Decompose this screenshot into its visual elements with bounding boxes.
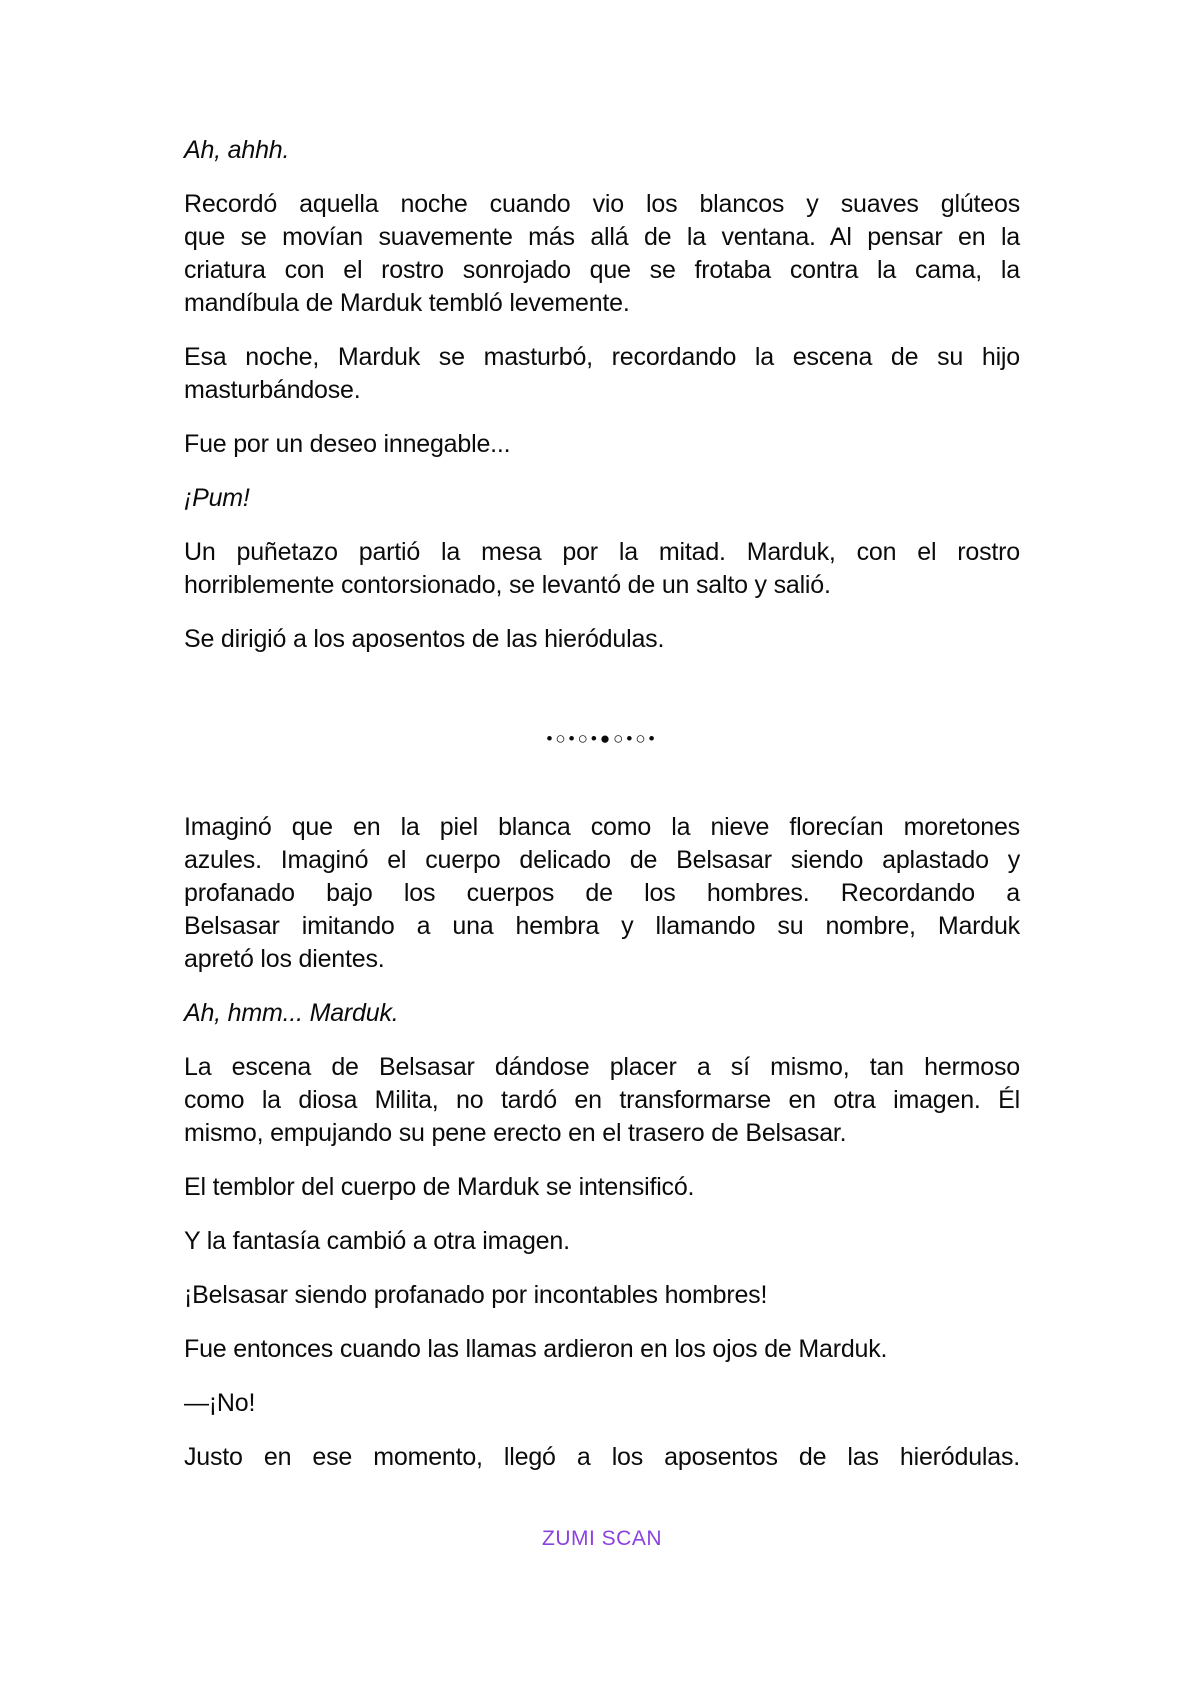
scan-group-watermark: ZUMI SCAN [542, 1527, 662, 1550]
text-line: mandíbula de Marduk tembló levemente. [184, 289, 630, 317]
text-line: ¡Belsasar siendo profanado por incontables hombres! [184, 1281, 768, 1309]
paragraph [184, 1333, 1020, 1366]
text-line: mismo, empujando su pene erecto en el trasero de Belsasar. [184, 1119, 847, 1147]
section-divider: •○•○•●○•○• [546, 729, 658, 748]
paragraph [184, 1051, 1020, 1150]
paragraph [184, 811, 1020, 976]
text-line: Justo en ese momento, llegó a los aposentos de las hieródulas. [184, 1443, 1020, 1471]
text-line: Fue por un deseo innegable... [184, 430, 511, 458]
text-line: El temblor del cuerpo de Marduk se intensificó. [184, 1173, 695, 1201]
text-line: Un puñetazo partió la mesa por la mitad. Marduk, con el rostro [184, 538, 1020, 566]
text-line: Imaginó que en la piel blanca como la nieve florecían moretones [184, 813, 1020, 841]
text-line: Y la fantasía cambió a otra imagen. [184, 1227, 570, 1255]
text-line: Ah, ahhh. [184, 136, 290, 164]
text-line: azules. Imaginó el cuerpo delicado de Belsasar siendo aplastado y [184, 846, 1020, 874]
text-line: —¡No! [184, 1389, 256, 1417]
text-content [184, 134, 1020, 1552]
text-line: que se movían suavemente más allá de la ventana. Al pensar en la [184, 223, 1020, 251]
text-line: Recordó aquella noche cuando vio los blancos y suaves glúteos [184, 190, 1020, 218]
paragraph [184, 1387, 1020, 1420]
paragraph [184, 623, 1020, 656]
paragraph [184, 1171, 1020, 1204]
paragraph-italic [184, 997, 1020, 1030]
text-line: La escena de Belsasar dándose placer a sí mismo, tan hermoso [184, 1053, 1020, 1081]
text-line: apretó los dientes. [184, 945, 385, 973]
paragraph [184, 536, 1020, 602]
text-line: Fue entonces cuando las llamas ardieron en los ojos de Marduk. [184, 1335, 888, 1363]
paragraph [184, 1441, 1020, 1474]
paragraph [184, 428, 1020, 461]
text-line: Esa noche, Marduk se masturbó, recordando la escena de su hijo [184, 343, 1020, 371]
text-line: masturbándose. [184, 376, 361, 404]
text-line: como la diosa Milita, no tardó en transformarse en otra imagen. Él [184, 1086, 1020, 1114]
text-line: criatura con el rostro sonrojado que se frotaba contra la cama, la [184, 256, 1020, 284]
text-line: ¡Pum! [184, 484, 250, 512]
paragraph [184, 1225, 1020, 1258]
paragraph [184, 188, 1020, 320]
text-line: profanado bajo los cuerpos de los hombres. Recordando a [184, 879, 1020, 907]
text-line: Ah, hmm... Marduk. [184, 999, 399, 1027]
paragraph-italic [184, 134, 1020, 167]
text-line: Belsasar imitando a una hembra y llamando su nombre, Marduk [184, 912, 1020, 940]
text-line: Se dirigió a los aposentos de las hieródulas. [184, 625, 665, 653]
paragraph [184, 341, 1020, 407]
paragraph [184, 1279, 1020, 1312]
paragraph-italic [184, 482, 1020, 515]
text-line: horriblemente contorsionado, se levantó de un salto y salió. [184, 571, 831, 599]
